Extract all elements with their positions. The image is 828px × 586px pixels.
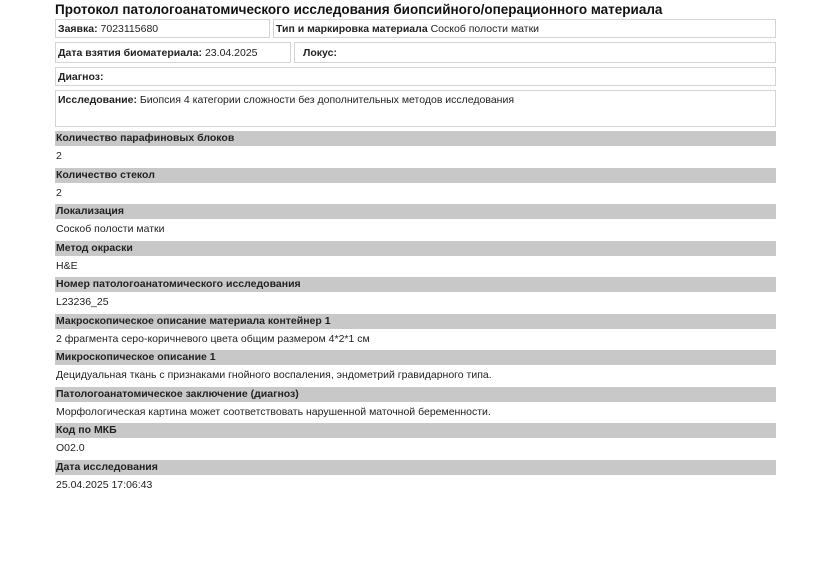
section-value: Морфологическая картина может соответствовать нарушенной маточной беременности.	[56, 405, 491, 418]
section-header: Количество парафиновых блоков	[55, 131, 776, 146]
section-value: O02.0	[56, 442, 85, 454]
locus-label: Локус:	[303, 47, 337, 59]
study-field	[55, 90, 776, 127]
section-value: 2 фрагмента серо-коричневого цвета общим размером 4*2*1 см	[56, 332, 370, 345]
page-title: Протокол патологоанатомического исследования биопсийного/операционного материала	[55, 2, 663, 17]
section-value: 2	[56, 186, 62, 199]
section-value: L23236_25	[56, 296, 109, 308]
section-value: 2	[56, 150, 62, 162]
section-header: Микроскопическое описание 1	[55, 350, 776, 365]
study-label: Исследование:	[58, 94, 137, 106]
material-field	[273, 19, 776, 38]
sections-list	[55, 131, 776, 496]
date-field	[55, 42, 291, 63]
diagnosis-label: Диагноз:	[58, 71, 104, 83]
protocol-document	[55, 0, 776, 496]
section-header: Метод окраски	[55, 241, 776, 256]
section-header: Локализация	[55, 204, 776, 219]
row-diagnosis	[55, 67, 776, 86]
date-label: Дата взятия биоматериала:	[58, 47, 203, 59]
row-date	[55, 42, 776, 63]
study-value: Биопсия 4 категории сложности без дополнительных методов исследования	[139, 94, 515, 106]
order-value: 7023115680	[100, 23, 159, 35]
order-label: Заявка:	[58, 23, 98, 35]
locus-field	[294, 42, 776, 63]
material-value: Соскоб полости матки	[430, 23, 540, 35]
section-header: Патологоанатомическое заключение (диагноз)	[55, 387, 776, 402]
section-header: Номер патологоанатомического исследования	[55, 277, 776, 292]
row-study	[55, 90, 776, 127]
section-header: Дата исследования	[55, 460, 776, 475]
section-header: Макроскопическое описание материала контейнер 1	[55, 314, 776, 329]
section-value: Соскоб полости матки	[56, 223, 165, 235]
date-value: 23.04.2025	[204, 47, 258, 59]
row-order	[55, 19, 776, 38]
section-value: 25.04.2025 17:06:43	[56, 478, 153, 491]
section-value: Децидуальная ткань с признаками гнойного воспаления, эндометрий гравидарного типа.	[56, 369, 492, 381]
section-header: Количество стекол	[55, 168, 776, 183]
order-field	[55, 19, 270, 38]
section-value: H&E	[56, 259, 78, 272]
diagnosis-field	[55, 67, 776, 86]
material-label: Тип и маркировка материала	[276, 23, 428, 35]
section-header: Код по МКБ	[55, 423, 776, 438]
